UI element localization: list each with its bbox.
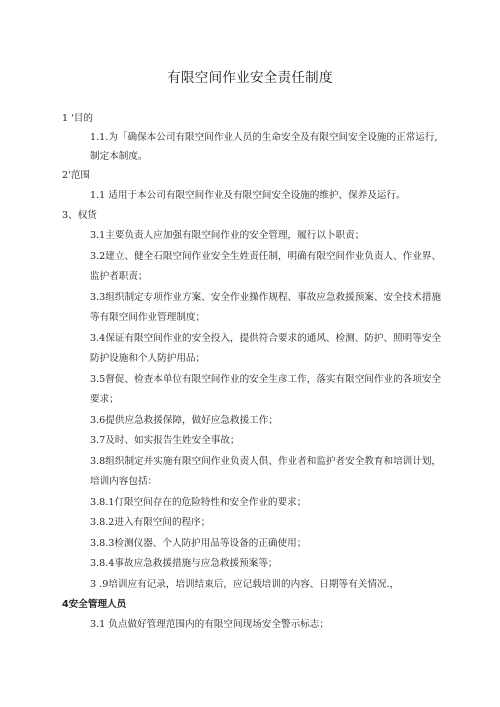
section-heading-safety-managers: 4安全管理人员 <box>62 599 127 610</box>
paragraph-line: 等有限空间作业管理制度； <box>90 312 206 323</box>
paragraph-line: 3.2建立、健全石限空间作业安全生姓责任制，明确有限空间作业负责人、作业界、 <box>90 251 442 262</box>
section-heading-duties: 3、权货 <box>62 210 97 221</box>
paragraph-line: 3.4保证有限空间作业的安全投入，提供符合要求的通风、检测、防护、照明等安全 <box>90 333 442 344</box>
paragraph-line: 培训内容包括： <box>90 476 158 487</box>
paragraph-line: 3.8组织制定并实施有限空间作业负责人俱、作业者和监护者安全教育和培训计划， <box>90 456 442 467</box>
paragraph-line: 1.1 适用于本公司有限空间作业及有限空间安全设施的维护、保养及运行。 <box>90 190 406 201</box>
paragraph-line: 3.3组织制定专项作业方案、安全作业操作规程、事故应急救援预案、安全技术措施 <box>90 292 442 303</box>
document-title: 有限空间作业安全责任制度 <box>167 70 333 86</box>
section-heading-scope: 2'范围 <box>62 170 90 181</box>
paragraph-line: 1.1.为「确保本公司有限空间作业人员的生命安全及有限空间安全设施的正常运行, <box>90 132 438 143</box>
paragraph-line: 3.7及时、如实报告生姓安全事故； <box>90 435 240 446</box>
paragraph-line: 3.8.1仃限空间存在的危险特性和安全作业的要求； <box>90 497 307 508</box>
paragraph-line: 3.8.3检测仪器、个人防护用品等设备的正确使用； <box>90 538 307 549</box>
paragraph-line: 制定本制度。 <box>90 151 148 162</box>
paragraph-line: 3.8.4事故应急救援措施与应急救援预案等； <box>90 558 278 569</box>
paragraph-line: 监护者职责； <box>90 271 148 282</box>
paragraph-line: 3.6提供应急救援保障，做好应急救援工作； <box>90 415 278 426</box>
paragraph-line: 3.1主要负责人应加强有限空间作业的安全管理，履行以卜职责； <box>90 230 365 241</box>
paragraph-line: 3.8.2进入有限空间的程序； <box>90 517 211 528</box>
paragraph-line: 3 .9培训应有记录，培训结束后，应记载培训的内容、日期等有关情况.， <box>90 579 400 590</box>
section-heading-purpose: 1 '目的 <box>62 113 93 124</box>
paragraph-line: 防护设施和个人防护用品； <box>90 353 206 364</box>
paragraph-line: 要求； <box>90 394 119 405</box>
paragraph-line: 3.5督促、检查本单位有限空间作业的安全生彦工作，落实有限空间作业的各项安全 <box>90 374 442 385</box>
paragraph-line: 3.1 负点做好管理范围内的有限空间现场安全警示标志； <box>90 619 329 630</box>
